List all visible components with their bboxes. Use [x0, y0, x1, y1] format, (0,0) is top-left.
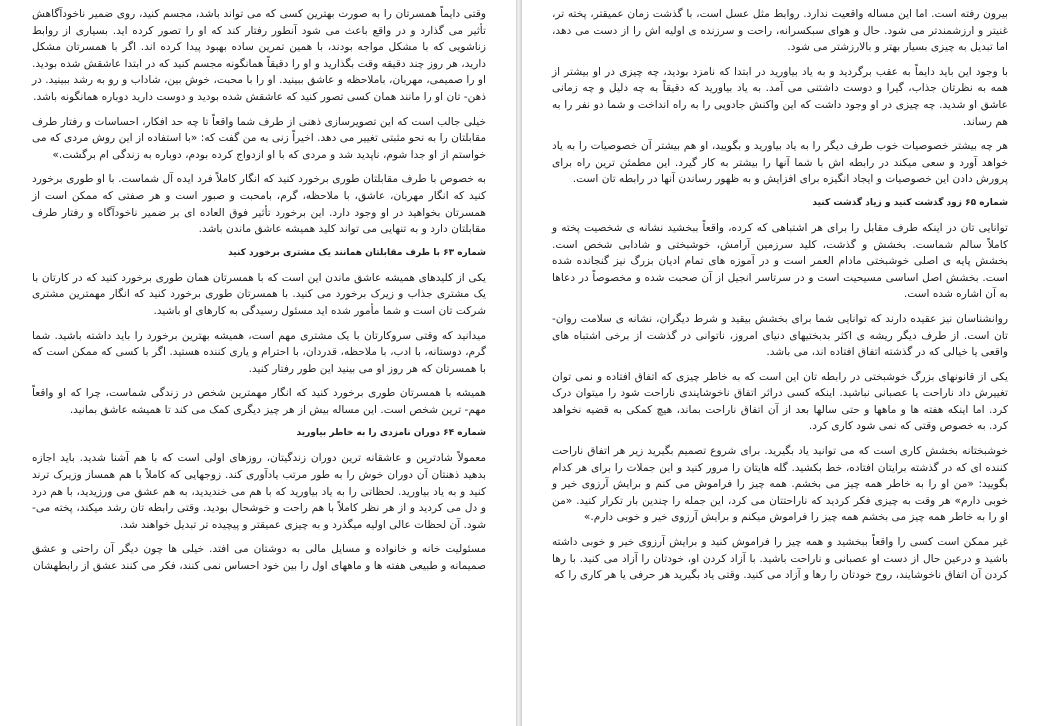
paragraph: همیشه با همسرتان طوری برخورد کنید که انگار مهمترین شخص در زندگی شماست، چرا که او واقعاً مهم- ترین شخص است. این مساله بیش از هر چیز دیگری کمک می کند تا همیشه عاشق بمانید. — [32, 387, 486, 416]
right-page-text — [552, 6, 1008, 584]
paragraph: یکی از کلیدهای همیشه عاشق ماندن این است که با همسرتان همان طوری برخورد کنید که در کارتان با یک مشتری جذاب و زیرک برخورد می کنید. با همسرتان طوری برخورد کنید که انگار مهمترین مشتری شرکت تان است و شما مأمور شده اید مسئول رسیدگی به کارهای او باشید. — [32, 271, 486, 317]
section-heading: شماره ۶۵ زود گذشت کنید و زیاد گذشت کنید — [812, 197, 1008, 208]
paragraph: خوشبختانه بخشش کاری است که می توانید یاد بگیرید. برای شروع تصمیم بگیرید زیر هر اتفاق ناراحت کننده ای که در گذشته برایتان افتاده، خط بکشید. گله هایتان را مرور کنید و این جملات را برای هر کدام بگویید: «من او را به خاطر همه چیز می بخشم. همه چیز را فراموش می کنم و برایش آرزوی خیر و خوبی دارم» هر وقت به چیزی فکر کردید که ناراحتتان می کرد، این جمله را چندین بار تکرار کنید. «من او را به خاطر همه چیز می بخشم همه چیز را فراموش میکنم و برایش آرزوی خیر و خوبی دارم.» — [552, 445, 1008, 524]
paragraph: با وجود این باید دایماً به عقب برگردید و به یاد بیاورید در ابتدا که نامزد بودید، چه چیزی در او بیشتر از همه به نظرتان جذاب، گیرا و دوست داشتنی می آمد. به یاد بیاورید که دقیقاً به چه دلیل و چه زمانی عاشق او شدید. چه چیزی در او وجود داشت که این واکنش جادویی را به راه انداخت و شما دو نفر را به هم رساند. — [552, 65, 1008, 128]
paragraph: توانایی تان در اینکه طرف مقابل را برای هر اشتباهی که کرده، واقعاً ببخشید نشانه ی شخصیت پخته و کاملاً سالم شماست. بخشش و گذشت، کلید سرزمین آرامش، خوشبختی و شادابی شخص است. بخشش پایه ی اصلی خوشبختی مادام العمر است و در آموزه های تمام ادیان بزرگ نیز گنجانده شده است. بخشش اصل اساسی مسیحیت است و در سرتاسر انجیل از آن صحبت شده و مخصوصاً در دعاها به آن اشاره شده است. — [552, 221, 1008, 301]
section-heading: شماره ۶۳ با طرف مقابلتان همانند یک مشتری برخورد کنید — [228, 247, 486, 258]
paragraph: خیلی جالب است که این تصویرسازی ذهنی از طرف شما واقعاً تا چه حد افکار، احساسات و رفتار طرف مقابلتان را به نحو مثبتی تغییر می دهد. اخیراً زنی به من گفت که: «با استفاده از این روش مردی که می خواستم از او جدا شوم، ناپدید شد و مردی که با او ازدواج کرده بودم، دوباره به زندگی ام برگشت.» — [32, 115, 486, 161]
paragraph: غیر ممکن است کسی را واقعاً ببخشید و همه چیز را فراموش کنید و برایش آرزوی خیر و خوبی داشته باشید و درعین حال از دست او عصبانی و ناراحت باشید. با آزاد کردن او، خودتان را آزاد می کنید. با رها کردن آن اتفاق ناخوشایند، روح خودتان را رها و آزاد می کنید. وقتی یاد بگیرید هر حرفی یا هر کاری را که — [552, 536, 1008, 582]
paragraph: بیرون رفته است. اما این مساله واقعیت ندارد. روابط مثل عسل است، با گذشت زمان عمیقتر، پخته تر، غنیتر و ارزشمندتر می شود. حال و هوای سبکسرانه، راحت و سرزنده ی اولیه اش را از دست می دهد، اما تبدیل به چیزی بسیار بهتر و بالارزشتر می شود. — [552, 8, 1008, 54]
paragraph: به خصوص با طرف مقابلتان طوری برخورد کنید که انگار کاملاً فرد ایده آل شماست. با او طوری برخورد کنید که انگار مهربان، عاشق، با ملاحظه، گرم، بامحبت و صبور است و هر صفتی که ممکن است از همسرتان بخواهید در او وجود دارد. این برخورد تأثیر فوق العاده ای بر ضمیر ناخودآگاه و رفتار طرف مقابلتان دارد و به تنهایی می تواند کلید همیشه عاشق ماندن باشد. — [32, 173, 486, 236]
paragraph: معمولاً شادترین و عاشقانه ترین دوران زندگیتان، روزهای اولی است که با هم آشنا شدید. باید اجازه بدهید ذهنتان آن دوران خوش را به طور مرتب یادآوری کند. زوجهایی که کاملاً با هم همساز وزیرک ترند کنید و به یاد بیاورید. لحظاتی را به یاد بیاورید که با هم می خندیدید، به هم عشق می ورزیدید، با هم درد و دل می کردید و از هر نظر کاملاً با هم راحت و خوشحال بودید. وقتی رابطه تان رشد میکند، پخته می- شود. آن لحظات عالی اولیه میگذرد و به چیزی عمیقتر و پیچیده تر تبدیل خواهند شد. — [32, 452, 486, 531]
paragraph: مسئولیت خانه و خانواده و مسایل مالی به دوشتان می افتد. خیلی ها چون دیگر آن راحتی و عشق صمیمانه و طبیعی هفته ها و ماههای اول را بین خود احساس نمی کنند، فکر می کنند عشق از رابطهشان — [32, 543, 486, 573]
paragraph: وقتی دایماً همسرتان را به صورت بهترین کسی که می تواند باشد، مجسم کنید، روی ضمیر ناخودآگاهش تأثیر می گذارد و در واقع باعث می شود آنطور رفتار کند که او را تصور کرده اید. بسیاری از روابط زناشویی که با مشکل مواجه بودند، با همین تمرین ساده بهبود پیدا کرده اند. اگر با همسرتان مشکل دارید، هر روز چند دقیقه وقت بگذارید و او را دقیقاً همانگونه مجسم کنید که در ابتدا عاشقش شده بودید. او را صمیمی، مهربان، باملاحظه و عاشق ببینید. او را با محبت، خوش بین، شاداب و رو به رشد ببینید. در ذهن- تان او را مانند همان کسی تصور کنید که عاشقش شده بودید و دوست دارید دوباره همانگونه باشد. — [32, 8, 486, 103]
paragraph: روانشناسان نیز عقیده دارند که توانایی شما برای بخشش بیقید و شرط دیگران، نشانه ی سلامت روان- تان است. از طرف دیگر ریشه ی اکثر بدبختیهای دنیای امروز، ناتوانی در گذشت از برخی اشتباه های واقعی یا خیالی که در گذشته اتفاق افتاده اند، می باشد. — [552, 312, 1008, 359]
paragraph: یکی از قانونهای بزرگ خوشبختی در رابطه تان این است که به خاطر چیزی که اتفاق افتاده و نمی توان تغییرش داد ناراحت یا عصبانی نباشید. اینکه کسی دراثر اتفاق ناخوشایندی ناراحت شود را میتوان درک کرد. اما اینکه هفته ها و ماهها و حتی سالها بعد از آن اتفاق ناراحت بماند، هیچ کمکی به قضیه نخواهد کرد. به خصوص وقتی که نمی شود کاری کرد. — [552, 370, 1008, 433]
left-page — [0, 0, 516, 726]
section-heading: شماره ۶۴ دوران نامزدی را به خاطر بیاورید — [296, 428, 486, 439]
paragraph: میدانید که وقتی سروکارتان با یک مشتری مهم است، همیشه بهترین برخورد را باید داشته باشید. شما گرم، دوستانه، با ادب، با ملاحظه، قدردان، با احترام و یاری کننده هستید. اگر با کسی که ممکن است که با همسرتان که هر روز او می بینید این طور رفتار کنید. — [32, 329, 486, 375]
left-page-text — [32, 6, 486, 575]
right-page — [522, 0, 1038, 726]
paragraph: هر چه بیشتر خصوصیات خوب طرف دیگر را به یاد بیاورید و بگویید، او هم بیشتر آن خصوصیات را به یاد خواهد آورد و سعی میکند در رابطه اش با شما آنها را بیشتر به کار گیرد. این مطمئن ترین راه برای پرورش دادن این خصوصیات و ایجاد انگیزه برای افزایش و به ظهور رساندن آنها در رابطه تان است. — [552, 140, 1008, 186]
